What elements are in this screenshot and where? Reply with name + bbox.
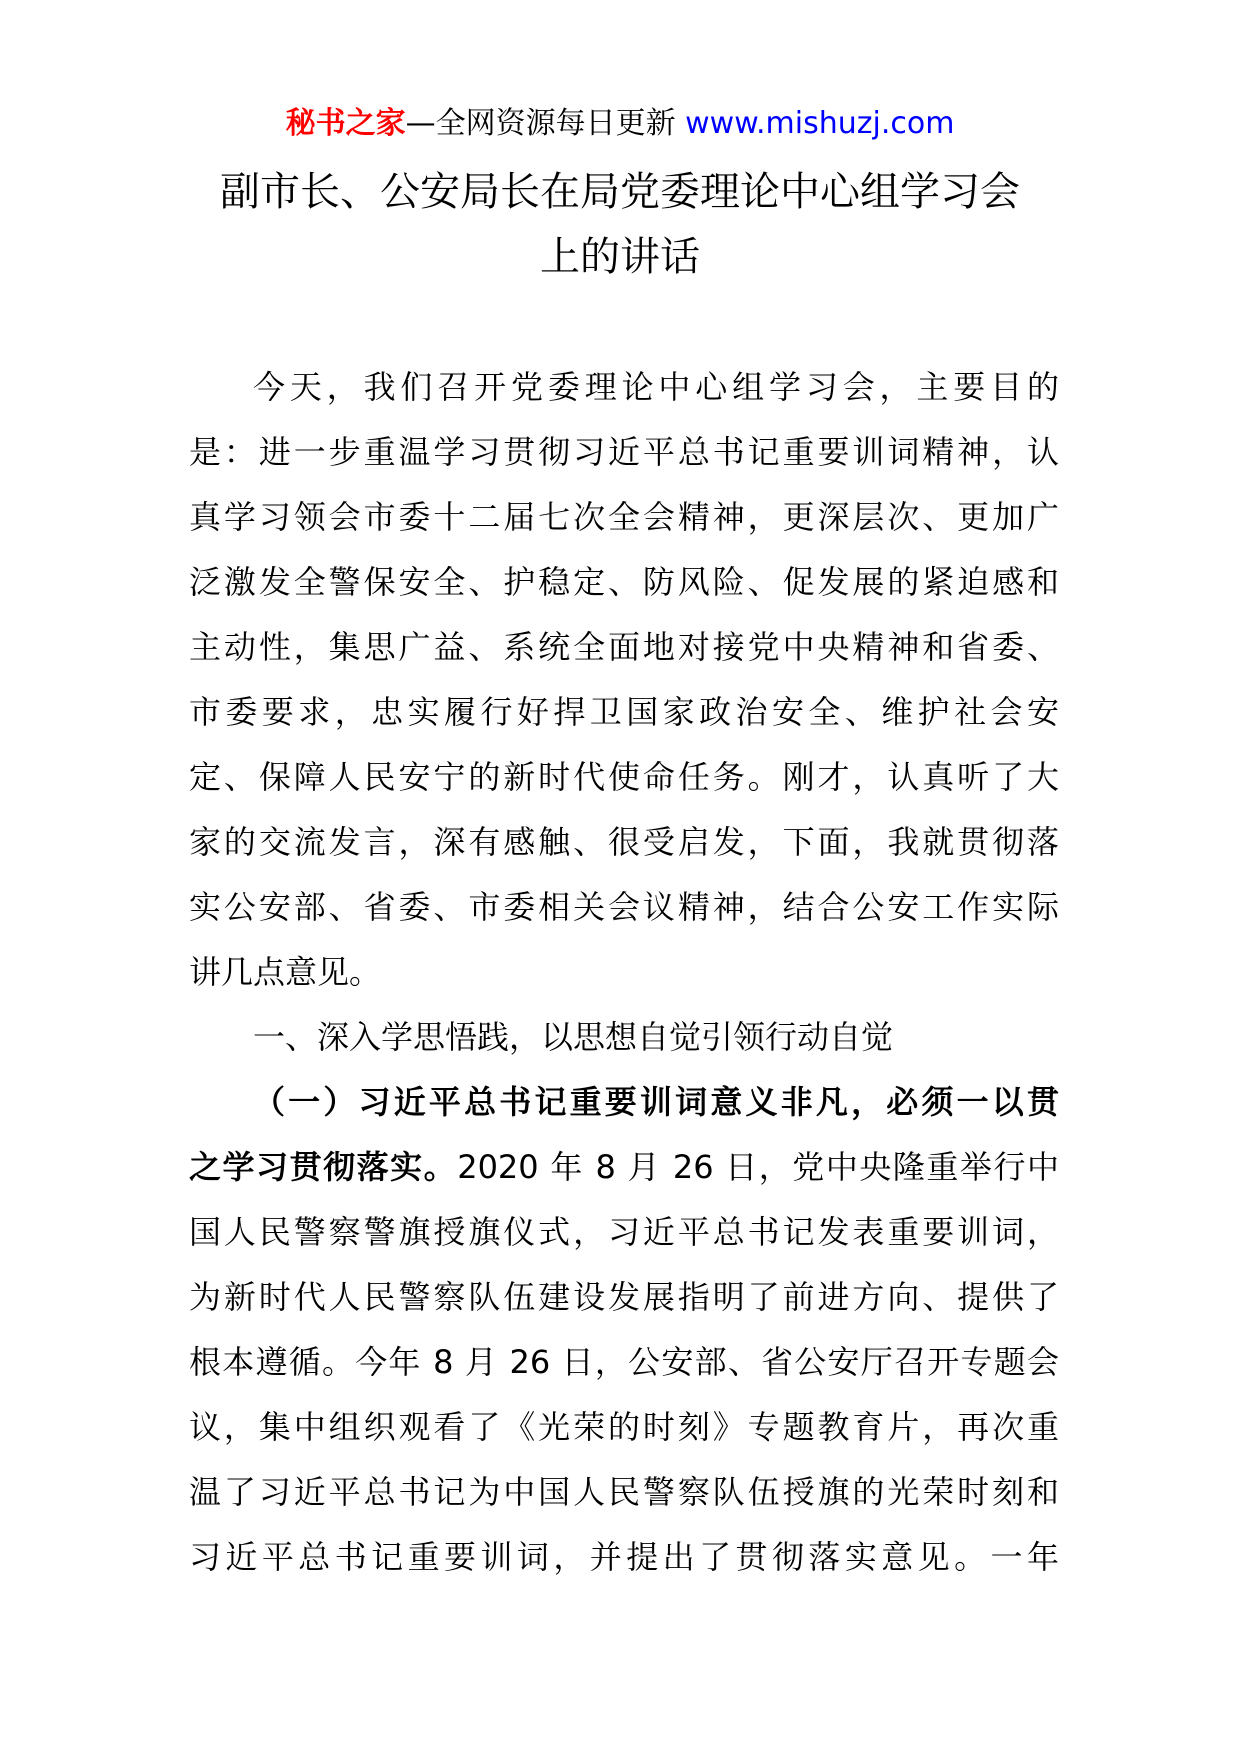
text-line: 是：进一步重温学习贯彻习近平总书记重要训词精神，认 <box>189 433 1059 471</box>
document-title <box>180 160 1060 290</box>
paragraph-intro <box>189 355 1059 1005</box>
title-line-1: 副市长、公安局长在局党委理论中心组学习会 <box>220 169 1020 215</box>
text-line: 温了习近平总书记为中国人民警察队伍授旗的光荣时刻和 <box>189 1473 1059 1511</box>
text-line: 议，集中组织观看了《光荣的时刻》专题教育片，再次重 <box>189 1408 1059 1446</box>
text-line: 习近平总书记重要训词，并提出了贯彻落实意见。一年 <box>189 1538 1059 1576</box>
text-line: 市委要求，忠实履行好捍卫国家政治安全、维护社会安 <box>189 693 1059 731</box>
watermark-url[interactable]: www.mishuzj.com <box>685 106 955 141</box>
text-line: 真学习领会市委十二届七次全会精神，更深层次、更加广 <box>189 498 1059 536</box>
section-heading-1 <box>189 1005 1059 1070</box>
section-heading-text: 一、深入学思悟践，以思想自觉引领行动自觉 <box>253 1018 894 1056</box>
text-line <box>189 1135 1059 1200</box>
text-line: 家的交流发言，深有感触、很受启发，下面，我就贯彻落 <box>189 823 1059 861</box>
text-line: 定、保障人民安宁的新时代使命任务。刚才，认真听了大 <box>189 758 1059 796</box>
watermark-header <box>0 104 1240 144</box>
text-line: 讲几点意见。 <box>189 953 382 991</box>
text-line: 主动性，集思广益、系统全面地对接党中央精神和省委、 <box>189 628 1059 666</box>
watermark-brand: 秘书之家 <box>285 106 406 141</box>
text-line: 实公安部、省委、市委相关会议精神，结合公安工作实际 <box>189 888 1059 926</box>
text-line: 泛激发全警保安全、护稳定、防风险、促发展的紧迫感和 <box>189 563 1059 601</box>
text-line: 今天，我们召开党委理论中心组学习会，主要目的 <box>253 368 1059 406</box>
paragraph-section-1-1 <box>189 1070 1059 1590</box>
watermark-tagline: —全网资源每日更新 <box>405 106 686 141</box>
subheading-line-2: 之学习贯彻落实。 <box>189 1148 458 1186</box>
document-body <box>189 355 1059 1590</box>
text-line: 国人民警察警旗授旗仪式，习近平总书记发表重要训词， <box>189 1213 1059 1251</box>
subheading-line-1: （一）习近平总书记重要训词意义非凡，必须一以贯 <box>253 1083 1059 1121</box>
text-line: 根本遵循。今年 8 月 26 日，公安部、省公安厅召开专题会 <box>189 1343 1059 1381</box>
text-run: 2020 年 8 月 26 日，党中央隆重举行中 <box>457 1148 1059 1186</box>
title-line-2: 上的讲话 <box>540 234 700 280</box>
text-line: 为新时代人民警察队伍建设发展指明了前进方向、提供了 <box>189 1278 1059 1316</box>
